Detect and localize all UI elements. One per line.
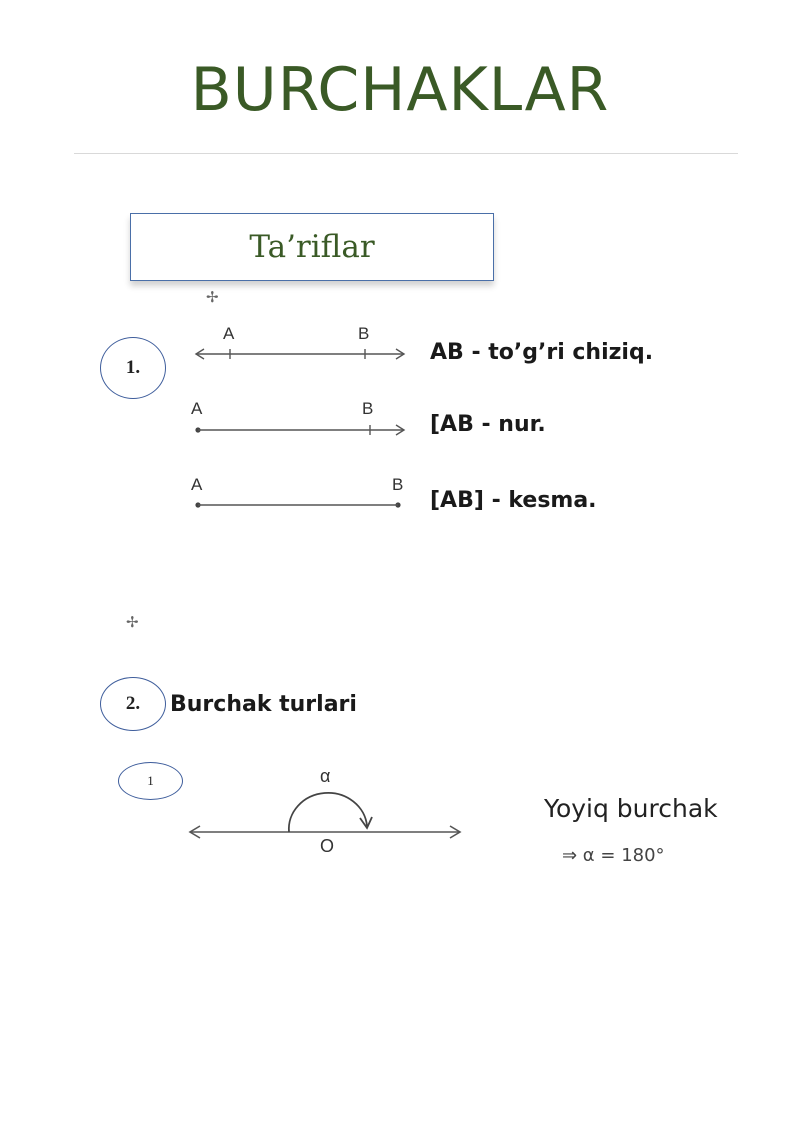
section-heading-angle-types: Burchak turlari (170, 692, 357, 717)
item-number-2: 2. (100, 677, 166, 731)
item-number-1: 1. (100, 337, 166, 399)
point-label-b: B (362, 399, 374, 418)
section-box-definitions: Ta’riflar (130, 213, 494, 281)
alpha-label: α (320, 766, 331, 786)
point-label-b: B (392, 475, 404, 494)
angle-value: ⇒ α = 180° (562, 845, 665, 866)
point-label-a: A (191, 475, 203, 494)
definition-ray: [AB - nur. (430, 412, 546, 437)
point-label-a: A (191, 399, 203, 418)
definition-segment: [AB] - kesma. (430, 488, 597, 513)
angle-number-1: 1 (118, 762, 183, 800)
anchor-marker: ✢ (206, 288, 219, 306)
point-label-b: B (358, 324, 370, 343)
anchor-marker: ✢ (126, 613, 139, 631)
page-title: BURCHAKLAR (190, 55, 610, 125)
vertex-label: O (320, 836, 335, 856)
definition-line: AB - to’g’ri chiziq. (430, 340, 654, 365)
point-label-a: A (223, 324, 235, 343)
angle-type-name: Yoyiq burchak (544, 794, 718, 823)
